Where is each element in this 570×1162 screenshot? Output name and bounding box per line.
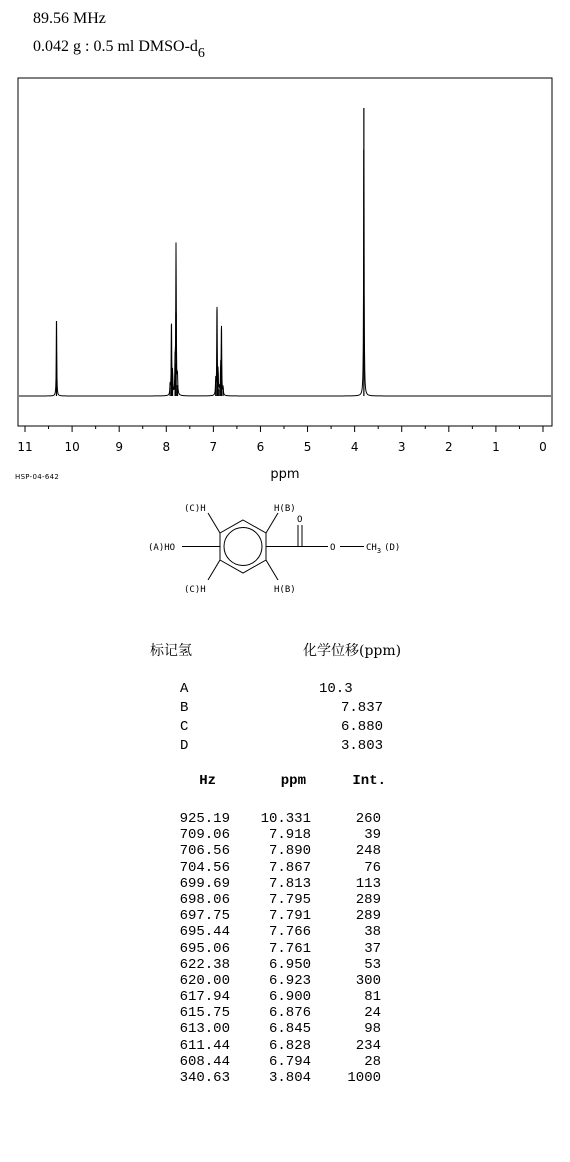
cell-ppm: 7.813 bbox=[268, 875, 311, 892]
cell-ppm: 6.794 bbox=[268, 1053, 311, 1070]
x-tick-label: 2 bbox=[444, 440, 453, 454]
assignment-header-shift: 化学位移(ppm) bbox=[303, 643, 402, 659]
peak-table-rows bbox=[160, 811, 386, 1086]
spectrometer-frequency: 89.56 MHz bbox=[33, 10, 106, 27]
peak-table-header bbox=[160, 772, 386, 791]
cell-hz: 697.75 bbox=[179, 908, 230, 925]
cell-int: 260 bbox=[355, 811, 381, 827]
assignment-label: A bbox=[180, 681, 189, 697]
cell-ppm: 7.791 bbox=[268, 908, 311, 925]
table-row bbox=[160, 892, 386, 908]
assignment-label: C bbox=[180, 719, 189, 735]
cell-int: 53 bbox=[364, 956, 381, 973]
x-tick-label: 9 bbox=[115, 440, 124, 454]
cell-ppm: 7.867 bbox=[268, 859, 311, 876]
assignment-row bbox=[180, 680, 387, 699]
cell-ppm: 7.890 bbox=[268, 843, 311, 860]
cell-ppm: 7.766 bbox=[268, 924, 311, 941]
assignment-value: 10.3 bbox=[319, 681, 353, 697]
table-row bbox=[160, 876, 386, 892]
table-row bbox=[160, 811, 386, 827]
assignment-row bbox=[180, 718, 387, 737]
label-carbonyl-o: O bbox=[297, 515, 303, 525]
table-row bbox=[160, 827, 386, 843]
cell-int: 289 bbox=[355, 891, 381, 908]
cell-int: 24 bbox=[364, 1005, 381, 1022]
spectrum-trace bbox=[19, 150, 551, 396]
table-row bbox=[160, 843, 386, 859]
cell-int: 113 bbox=[355, 875, 381, 892]
cell-hz: 695.06 bbox=[179, 940, 230, 957]
x-tick-label: 0 bbox=[539, 440, 547, 454]
cell-int: 248 bbox=[355, 843, 381, 860]
x-tick-label: 7 bbox=[209, 440, 218, 454]
cell-hz: 699.69 bbox=[179, 875, 230, 892]
cell-hz: 925.19 bbox=[179, 811, 230, 827]
cell-hz: 704.56 bbox=[179, 859, 230, 876]
cell-hz: 611.44 bbox=[179, 1037, 230, 1054]
table-row bbox=[160, 924, 386, 940]
chemical-structure bbox=[110, 495, 430, 635]
label-ester-o: O bbox=[330, 543, 336, 553]
cell-hz: 617.94 bbox=[179, 989, 230, 1006]
cell-hz: 695.44 bbox=[179, 924, 230, 941]
header-hz: Hz bbox=[199, 773, 216, 789]
table-row bbox=[160, 957, 386, 973]
assignment-header-label: 标记氢 bbox=[150, 643, 192, 659]
aromatic-circle bbox=[224, 528, 262, 566]
table-row bbox=[160, 860, 386, 876]
label-hb-top-right: H(B) bbox=[274, 504, 296, 514]
label-hb-bottom-right: H(B) bbox=[274, 585, 296, 595]
cell-ppm: 6.845 bbox=[268, 1021, 311, 1038]
ch3-subscript: 3 bbox=[376, 547, 382, 555]
x-tick-label: 1 bbox=[492, 440, 500, 454]
assignment-value: 3.803 bbox=[340, 738, 383, 754]
plot-frame bbox=[18, 78, 552, 426]
table-row bbox=[160, 1038, 386, 1054]
cell-int: 300 bbox=[355, 972, 381, 989]
spectrum-id: HSP-04-642 bbox=[15, 473, 60, 481]
cell-ppm: 10.331 bbox=[260, 811, 311, 827]
cell-ppm: 6.876 bbox=[268, 1005, 311, 1022]
cell-int: 38 bbox=[364, 924, 381, 941]
label-ch3 bbox=[366, 543, 400, 555]
assignment-row bbox=[180, 699, 387, 718]
x-tick-label: 4 bbox=[350, 440, 359, 454]
label-d: (D) bbox=[384, 543, 401, 553]
peak-marks bbox=[57, 108, 364, 396]
x-axis-tick-labels bbox=[17, 440, 546, 454]
bond-c-h-right-bottom bbox=[266, 560, 278, 580]
cell-int: 289 bbox=[355, 908, 381, 925]
sample-subscript: 6 bbox=[197, 46, 205, 61]
ch-text: CH bbox=[366, 543, 377, 553]
label-ch-bottom-left: (C)H bbox=[184, 585, 206, 595]
assignment-row bbox=[180, 737, 387, 756]
cell-ppm: 7.761 bbox=[268, 940, 311, 957]
cell-int: 76 bbox=[364, 859, 381, 876]
cell-int: 1000 bbox=[347, 1070, 381, 1086]
cell-int: 98 bbox=[364, 1021, 381, 1038]
bond-c-h-left-top bbox=[208, 513, 220, 533]
cell-ppm: 7.918 bbox=[268, 827, 311, 844]
cell-ppm: 3.804 bbox=[268, 1070, 311, 1086]
cell-ppm: 6.900 bbox=[268, 989, 311, 1006]
table-row bbox=[160, 941, 386, 957]
label-ch-top-left: (C)H bbox=[184, 504, 206, 514]
cell-int: 37 bbox=[364, 940, 381, 957]
cell-hz: 698.06 bbox=[179, 891, 230, 908]
label-aho: (A)HO bbox=[148, 543, 176, 553]
table-row bbox=[160, 973, 386, 989]
cell-ppm: 7.795 bbox=[268, 891, 311, 908]
table-row bbox=[160, 989, 386, 1005]
assignment-label: B bbox=[180, 700, 189, 716]
table-row bbox=[160, 1005, 386, 1021]
sample-text: 0.042 g : 0.5 ml DMSO-d bbox=[33, 38, 198, 55]
bond-c-h-right-top bbox=[266, 513, 278, 533]
x-tick-label: 8 bbox=[162, 440, 171, 454]
cell-int: 81 bbox=[364, 989, 381, 1006]
x-tick-label: 11 bbox=[17, 440, 33, 454]
cell-hz: 620.00 bbox=[179, 972, 230, 989]
x-axis-ticks bbox=[25, 426, 543, 432]
cell-hz: 340.63 bbox=[179, 1070, 230, 1086]
cell-hz: 613.00 bbox=[179, 1021, 230, 1038]
assignment-value: 7.837 bbox=[340, 700, 383, 716]
cell-ppm: 6.923 bbox=[268, 972, 311, 989]
structure-bonds bbox=[182, 513, 364, 580]
table-row bbox=[160, 908, 386, 924]
cell-ppm: 6.828 bbox=[268, 1037, 311, 1054]
assignment-table bbox=[180, 680, 387, 756]
table-row bbox=[160, 1021, 386, 1037]
cell-ppm: 6.950 bbox=[268, 956, 311, 973]
header-int: Int. bbox=[352, 773, 386, 789]
cell-hz: 622.38 bbox=[179, 956, 230, 973]
header-ppm: ppm bbox=[280, 773, 306, 789]
x-tick-label: 5 bbox=[303, 440, 312, 454]
bond-c-h-left-bottom bbox=[208, 560, 220, 580]
cell-hz: 608.44 bbox=[179, 1053, 230, 1070]
x-axis-label: ppm bbox=[270, 467, 300, 482]
table-row bbox=[160, 1054, 386, 1070]
table-row bbox=[160, 1070, 386, 1086]
assignment-label: D bbox=[180, 738, 189, 754]
cell-int: 234 bbox=[355, 1037, 381, 1054]
cell-hz: 706.56 bbox=[179, 843, 230, 860]
peak-table bbox=[160, 772, 386, 1086]
assignment-value: 6.880 bbox=[340, 719, 383, 735]
cell-hz: 709.06 bbox=[179, 827, 230, 844]
x-tick-label: 6 bbox=[256, 440, 265, 454]
cell-int: 28 bbox=[364, 1053, 381, 1070]
cell-hz: 615.75 bbox=[179, 1005, 230, 1022]
structure-labels bbox=[148, 504, 400, 595]
x-tick-label: 3 bbox=[397, 440, 406, 454]
nmr-spectrum-chart bbox=[0, 0, 570, 490]
cell-int: 39 bbox=[364, 827, 381, 844]
x-tick-label: 10 bbox=[64, 440, 80, 454]
